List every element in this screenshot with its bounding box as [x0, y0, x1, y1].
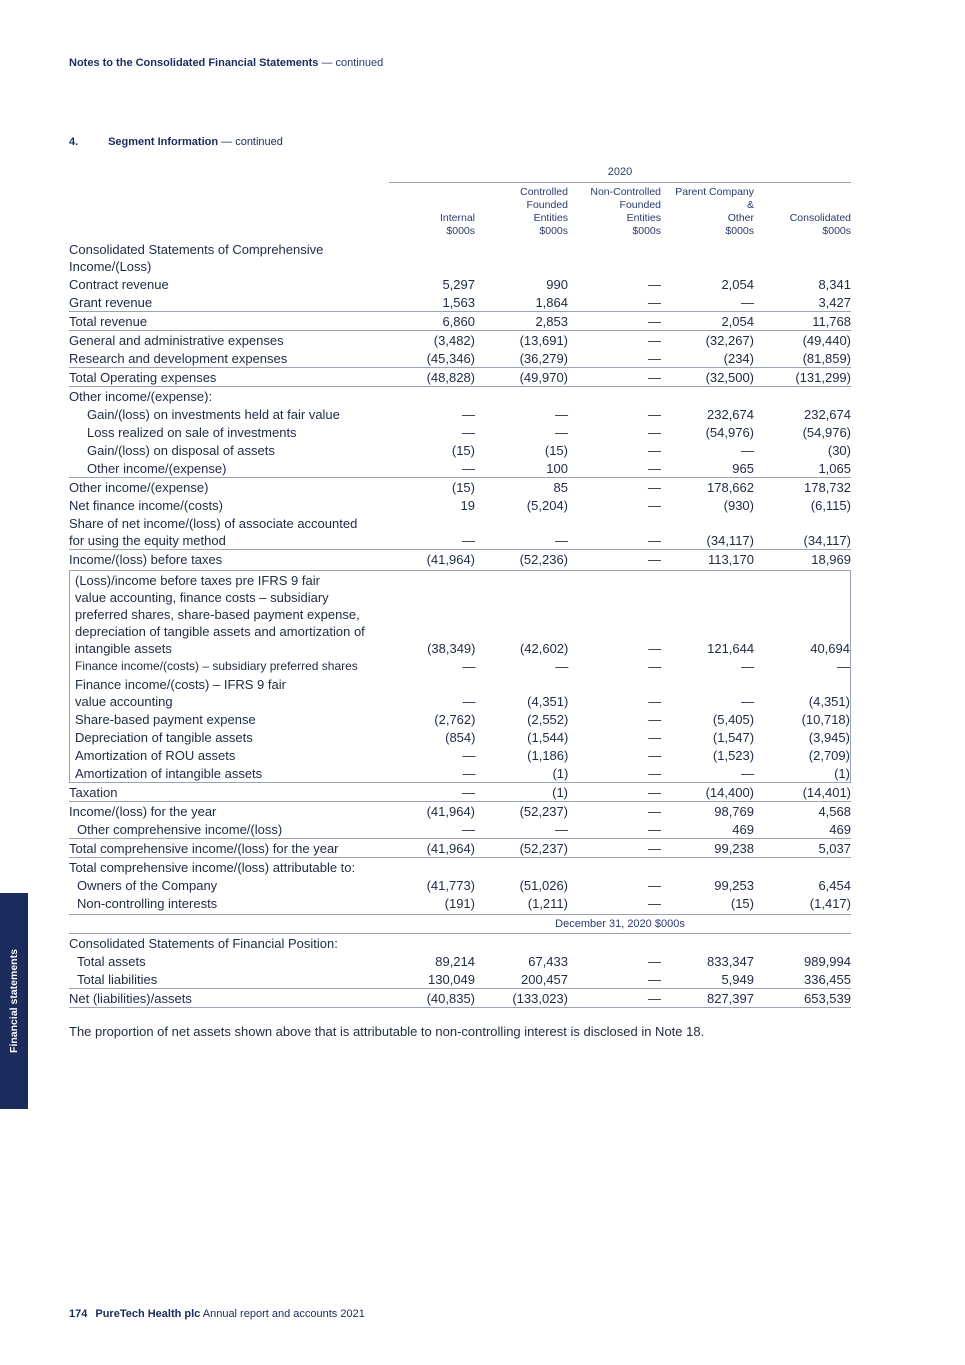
year-label: 2020 — [607, 166, 633, 178]
side-tab-label: Financial statements — [8, 949, 20, 1053]
row-label: Total comprehensive income/(loss) for the year — [69, 841, 339, 856]
cell-value: (133,023) — [512, 991, 568, 1006]
cell-value: (81,859) — [802, 351, 851, 366]
cell-value: 40,694 — [810, 641, 850, 656]
row-label: Finance income/(costs) – IFRS 9 fair value accounting — [75, 677, 286, 709]
cell-value: (854) — [445, 730, 476, 745]
cell-value: — — [648, 730, 662, 745]
cell-value: 653,539 — [804, 991, 851, 1006]
table-row — [69, 801, 851, 820]
cell-value: (54,976) — [802, 425, 851, 440]
cell-value: 18,969 — [811, 552, 851, 567]
cell-value: 89,214 — [435, 954, 475, 969]
cell-value: (1,544) — [527, 730, 569, 745]
cell-value: — — [741, 766, 755, 781]
row-label: Share of net income/(loss) of associate accounted for using the equity method — [69, 516, 358, 548]
cell-value: — — [648, 425, 661, 440]
table-row — [69, 876, 851, 894]
cell-value: (1,211) — [527, 896, 568, 911]
row-label: Gain/(loss) on investments held at fair value — [87, 407, 340, 422]
row-label: Share-based payment expense — [75, 712, 256, 727]
cell-value: 2,054 — [721, 314, 754, 329]
cell-value: — — [462, 425, 475, 440]
cell-value: (5,204) — [526, 498, 568, 513]
table-row — [69, 405, 851, 423]
section-heading — [69, 136, 283, 148]
table-row — [75, 675, 850, 710]
cell-value: 232,674 — [804, 407, 851, 422]
cell-value: — — [648, 370, 661, 385]
cell-value: 5,037 — [818, 841, 851, 856]
row-label: Consolidated Statements of Financial Position: — [69, 936, 338, 951]
cell-value: — — [741, 694, 755, 709]
footnote: The proportion of net assets shown above that is attributable to non-controlling interest is disclosed in Note 18. — [69, 1024, 705, 1039]
table-row — [69, 275, 851, 293]
cell-value: (15) — [730, 896, 754, 911]
row-label: Contract revenue — [69, 277, 169, 292]
cell-value: (14,401) — [802, 785, 851, 800]
cell-value: (3,945) — [808, 730, 850, 745]
table-row — [69, 838, 851, 857]
footer-report: Annual report and accounts 2021 — [202, 1308, 365, 1320]
row-label: Loss realized on sale of investments — [87, 425, 297, 440]
cell-value: 100 — [546, 461, 568, 476]
table-row — [69, 459, 851, 477]
table-row — [69, 934, 851, 952]
table-row — [69, 311, 851, 330]
col-consolidated: Consolidated $000s — [789, 212, 851, 237]
cell-value: 121,644 — [707, 641, 755, 656]
cell-value: (45,346) — [426, 351, 475, 366]
cell-value: 336,455 — [804, 972, 851, 987]
cell-value: 3,427 — [818, 295, 851, 310]
cell-value: — — [648, 641, 662, 656]
segment-table — [69, 166, 851, 1039]
cell-value: (41,964) — [426, 841, 475, 856]
cell-value: (5,405) — [712, 712, 755, 727]
cell-value: 990 — [546, 277, 568, 292]
table-row — [69, 330, 851, 349]
row-label: Other income/(expense) — [87, 461, 227, 476]
cell-value: 130,049 — [428, 972, 475, 987]
column-headers — [69, 183, 851, 240]
col-noncontrolled: Non-Controlled Founded Entities $000s — [590, 186, 661, 237]
cell-value: (930) — [723, 498, 754, 513]
section-number: 4. — [69, 136, 79, 148]
table-row — [69, 293, 851, 311]
cell-value: — — [648, 785, 661, 800]
cell-value: (32,500) — [705, 370, 754, 385]
cell-value: (4,351) — [808, 694, 850, 709]
cell-value: — — [648, 498, 661, 513]
row-label: Grant revenue — [69, 295, 153, 310]
cell-value: 232,674 — [707, 407, 754, 422]
cell-value: (49,440) — [802, 333, 851, 348]
table-row — [75, 710, 850, 728]
row-label: Other income/(expense): — [69, 389, 213, 404]
cell-value: — — [741, 659, 755, 674]
row-label: Income/(loss) before taxes — [69, 552, 223, 567]
cell-value: — — [648, 694, 662, 709]
cell-value: 178,732 — [804, 480, 851, 495]
cell-value: 1,065 — [818, 461, 851, 476]
cell-value: 11,768 — [812, 314, 851, 329]
cell-value: — — [555, 659, 569, 674]
table-row — [75, 728, 850, 746]
cell-value: (41,773) — [426, 878, 475, 893]
row-label: Total Operating expenses — [69, 370, 217, 385]
cell-value: (1) — [552, 766, 569, 781]
cell-value: — — [648, 277, 661, 292]
cell-value: — — [648, 443, 661, 458]
cell-value: — — [648, 461, 661, 476]
cell-value: 19 — [460, 498, 475, 513]
row-label: Amortization of ROU assets — [75, 748, 236, 763]
cell-value: (40,835) — [426, 991, 475, 1006]
cell-value: (234) — [723, 351, 754, 366]
table-row — [69, 441, 851, 459]
running-head-suffix: — continued — [321, 57, 384, 69]
cell-value: 67,433 — [528, 954, 568, 969]
cell-value: (6,115) — [810, 498, 851, 513]
cell-value: — — [462, 766, 476, 781]
table-row — [69, 894, 851, 912]
cell-value: (52,237) — [519, 841, 568, 856]
cell-value: 833,347 — [707, 954, 754, 969]
table-row — [69, 514, 851, 549]
cell-value: (42,602) — [519, 641, 569, 656]
adjusted-results-box — [69, 570, 851, 783]
cell-value: — — [648, 991, 661, 1006]
cell-value: — — [648, 712, 662, 727]
date-header: December 31, 2020 $000s — [69, 914, 851, 934]
table-row — [69, 477, 851, 496]
row-label: Research and development expenses — [69, 351, 288, 366]
section-title: Segment Information — [108, 136, 219, 148]
table-row — [69, 349, 851, 367]
cell-value: (1,417) — [809, 896, 851, 911]
cell-value: — — [555, 425, 568, 440]
cell-value: (1) — [834, 766, 850, 781]
row-label: Owners of the Company — [77, 878, 218, 893]
cell-value: — — [648, 972, 661, 987]
section-side-tab[interactable] — [0, 893, 28, 1109]
cell-value: — — [648, 351, 661, 366]
cell-value: (2,762) — [434, 712, 476, 727]
cell-value: 469 — [829, 822, 851, 837]
table-row — [69, 549, 851, 568]
cell-value: — — [648, 533, 661, 548]
row-label: (Loss)/income before taxes pre IFRS 9 fair value accounting, finance costs – subsidiary preferred shares, share-based payment expense, depreciation of tangible assets and amortization of intangible assets — [75, 573, 365, 656]
row-label: Net (liabilities)/assets — [69, 991, 192, 1006]
cell-value: 827,397 — [707, 991, 754, 1006]
cell-value: 8,341 — [818, 277, 851, 292]
cell-value: — — [462, 659, 476, 674]
cell-value: — — [462, 748, 476, 763]
cell-value: — — [648, 841, 661, 856]
table-row — [69, 857, 851, 876]
row-label: Total comprehensive income/(loss) attributable to: — [69, 860, 356, 875]
cell-value: — — [648, 766, 662, 781]
table-row — [75, 571, 850, 657]
cell-value: (41,964) — [426, 552, 475, 567]
cell-value: 113,170 — [707, 552, 754, 567]
cell-value: — — [462, 407, 475, 422]
cell-value: (41,964) — [426, 804, 475, 819]
cell-value: (15) — [544, 443, 568, 458]
page-footer — [69, 1308, 365, 1320]
cell-value: (1) — [552, 785, 568, 800]
table-row — [75, 746, 850, 764]
cell-value: 1,864 — [535, 295, 568, 310]
cell-value: — — [648, 407, 661, 422]
cell-value: — — [836, 659, 850, 674]
cell-value: (49,970) — [519, 370, 568, 385]
table-row — [69, 970, 851, 988]
year-header — [69, 166, 851, 183]
cell-value: 965 — [732, 461, 754, 476]
cell-value: (52,237) — [519, 804, 568, 819]
cell-value: (48,828) — [426, 370, 475, 385]
cell-value: (191) — [444, 896, 475, 911]
cell-value: — — [741, 295, 754, 310]
cell-value: — — [462, 461, 475, 476]
cell-value: 178,662 — [707, 480, 754, 495]
cell-value: — — [555, 822, 568, 837]
row-label: Other comprehensive income/(loss) — [77, 822, 283, 837]
cell-value: — — [648, 552, 661, 567]
ci-heading-row — [69, 240, 851, 275]
row-label: Other income/(expense) — [69, 480, 209, 495]
cell-value: 469 — [732, 822, 754, 837]
cell-value: — — [648, 804, 661, 819]
table-row — [69, 367, 851, 386]
row-label: Non-controlling interests — [77, 896, 218, 911]
cell-value: (2,709) — [808, 748, 850, 763]
cell-value: (3,482) — [433, 333, 475, 348]
col-controlled: Controlled Founded Entities $000s — [520, 186, 568, 237]
cell-value: — — [648, 659, 662, 674]
row-label: Gain/(loss) on disposal of assets — [87, 443, 275, 458]
footer-company: PureTech Health plc — [95, 1308, 201, 1320]
cell-value: (34,117) — [803, 533, 851, 548]
running-head — [69, 57, 383, 69]
row-label: Net finance income/(costs) — [69, 498, 223, 513]
table-row — [69, 386, 851, 405]
cell-value: (131,299) — [795, 370, 851, 385]
row-label: Total liabilities — [77, 972, 158, 987]
cell-value: (1,547) — [712, 730, 755, 745]
row-label: Amortization of intangible assets — [75, 766, 263, 781]
cell-value: — — [648, 748, 662, 763]
cell-value: 5,949 — [721, 972, 754, 987]
cell-value: (52,236) — [519, 552, 568, 567]
row-label: Taxation — [69, 785, 118, 800]
section-suffix: — continued — [221, 136, 283, 148]
cell-value: — — [555, 407, 568, 422]
cell-value: (34,117) — [706, 533, 754, 548]
row-label: General and administrative expenses — [69, 333, 284, 348]
cell-value: 1,563 — [442, 295, 475, 310]
cell-value: — — [648, 480, 661, 495]
cell-value: (32,267) — [705, 333, 754, 348]
cell-value: (2,552) — [527, 712, 569, 727]
table-row — [75, 657, 850, 675]
cell-value: — — [462, 822, 475, 837]
table-row — [69, 423, 851, 441]
table-row — [69, 820, 851, 838]
cell-value: 98,769 — [714, 804, 754, 819]
cell-value: (36,279) — [519, 351, 568, 366]
cell-value: — — [648, 878, 661, 893]
row-label: Finance income/(costs) – subsidiary preferred shares — [75, 659, 358, 673]
cell-value: — — [648, 333, 661, 348]
cell-value: (4,351) — [527, 694, 569, 709]
cell-value: 5,297 — [442, 277, 475, 292]
cell-value: 99,238 — [714, 841, 754, 856]
cell-value: 2,853 — [535, 314, 568, 329]
cell-value: 989,994 — [804, 954, 851, 969]
cell-value: (14,400) — [705, 785, 754, 800]
year-rule — [389, 182, 851, 183]
cell-value: — — [648, 314, 661, 329]
table-row — [69, 988, 851, 1008]
cell-value: (13,691) — [519, 333, 568, 348]
cell-value: (1,186) — [527, 748, 569, 763]
cell-value: — — [555, 533, 568, 548]
col-parent: Parent Company & Other $000s — [675, 186, 754, 237]
cell-value: (10,718) — [801, 712, 850, 727]
cell-value: — — [648, 295, 661, 310]
cell-value: 6,860 — [442, 314, 475, 329]
table-row — [69, 783, 851, 801]
cell-value: (30) — [827, 443, 851, 458]
cell-value: (1,523) — [712, 748, 755, 763]
cell-value: (15) — [451, 443, 475, 458]
cell-value: (15) — [451, 480, 475, 495]
row-label: Income/(loss) for the year — [69, 804, 217, 819]
cell-value: — — [648, 822, 661, 837]
cell-value: 85 — [553, 480, 568, 495]
cell-value: (54,976) — [705, 425, 754, 440]
cell-value: (38,349) — [427, 641, 476, 656]
cell-value: — — [462, 694, 476, 709]
cell-value: 6,454 — [818, 878, 851, 893]
cell-value: 4,568 — [818, 804, 851, 819]
row-label: Consolidated Statements of Comprehensive Income/(Loss) — [69, 242, 324, 274]
col-internal: Internal $000s — [439, 212, 475, 237]
cell-value: — — [648, 954, 661, 969]
running-head-title: Notes to the Consolidated Financial Statements — [69, 57, 319, 69]
cell-value: — — [648, 896, 661, 911]
row-label: Total revenue — [69, 314, 148, 329]
row-label: Depreciation of tangible assets — [75, 730, 253, 745]
cell-value: (51,026) — [519, 878, 568, 893]
cell-value: 2,054 — [721, 277, 754, 292]
table-row — [69, 496, 851, 514]
table-row — [69, 952, 851, 970]
cell-value: 99,253 — [714, 878, 754, 893]
row-label: Total assets — [77, 954, 146, 969]
cell-value: — — [462, 785, 475, 800]
cell-value: — — [462, 533, 475, 548]
table-row — [75, 764, 850, 782]
page-number: 174 — [69, 1308, 88, 1320]
cell-value: 200,457 — [521, 972, 568, 987]
cell-value: — — [741, 443, 754, 458]
